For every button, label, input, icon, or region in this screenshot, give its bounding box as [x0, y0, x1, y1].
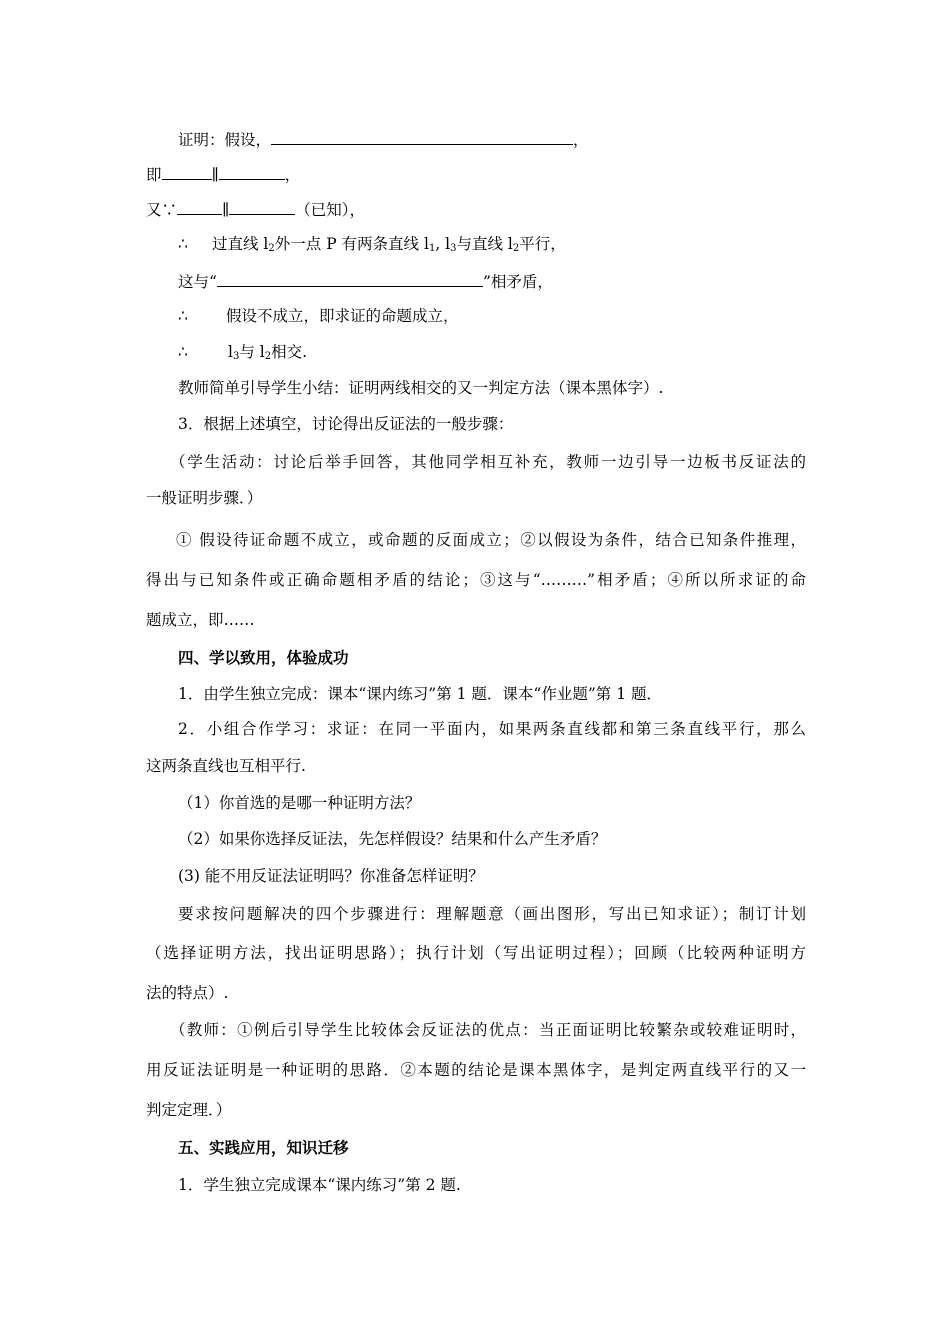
activity-line-1: （学生活动：讨论后举手回答，其他同学相互补充，教师一边引导一边板书反证法的 [170, 453, 806, 471]
proof-line-therefore-3: ∴ $l_3$与 $l_2$相交. [178, 343, 308, 362]
therefore-symbol: ∴ [178, 343, 188, 361]
proof-line-namely: 即 ∥ ， [146, 163, 806, 185]
proof-line-therefore-2: ∴ 假设不成立，即求证的命题成立， [178, 307, 459, 325]
summary-text: 教师简单引导学生小结：证明两线相交的又一判定方法（课本黑体字）. [178, 379, 664, 397]
fill-blank[interactable] [271, 128, 573, 145]
proof-line-also: 又∵ ∥ （已知）， [146, 198, 806, 220]
section5-item1: 1．学生独立完成课本“课内练习”第 2 题. [178, 1176, 461, 1194]
activity-line-2: 一般证明步骤．） [146, 489, 263, 507]
section4-heading: 四、学以致用，体验成功 [178, 649, 349, 667]
steps-line-3: 题成立，即…… [146, 611, 255, 629]
fill-blank[interactable] [217, 270, 483, 287]
steps-line-1: ① 假设待证命题不成立，或命题的反面成立；②以假设为条件，结合已知条件推理， [176, 531, 806, 549]
section4-item2-line2: 这两条直线也互相平行. [146, 757, 306, 775]
fill-blank[interactable] [229, 198, 295, 215]
step3-text: 3．根据上述填空，讨论得出反证法的一般步骤： [178, 415, 514, 433]
question-3: (3) 能不用反证法证明吗？你准备怎样证明？ [178, 867, 484, 885]
therefore-symbol: ∴ [178, 235, 188, 253]
steps-line-2: 得出与已知条件或正确命题相矛盾的结论；③这与“………”相矛盾；④所以所求证的命 [146, 571, 806, 589]
section5-heading: 五、实践应用，知识迁移 [178, 1139, 349, 1157]
section4-item2-line1: 2．小组合作学习：求证：在同一平面内，如果两条直线都和第三条直线平行，那么 [178, 720, 806, 738]
requirement-line-2: （选择证明方法，找出证明思路）；执行计划（写出证明过程）；回顾（比较两种证明方 [146, 944, 806, 962]
question-1: （1）你首选的是哪一种证明方法？ [178, 794, 421, 812]
proof-line-assume: 证明：假设， ， [178, 128, 806, 150]
therefore-symbol: ∴ [178, 307, 188, 325]
requirement-line-1: 要求按问题解决的四个步骤进行：理解题意（画出图形，写出已知求证）；制订计划 [178, 905, 806, 923]
fill-blank[interactable] [162, 163, 212, 180]
teacher-line-2: 用反证法证明是一种证明的思路．②本题的结论是课本黑体字，是判定两直线平行的又一 [146, 1061, 806, 1079]
teacher-line-1: （教师：①例后引导学生比较体会反证法的优点：当正面证明比较繁杂或较难证明时， [170, 1021, 806, 1039]
proof-line-contradiction: 这与“ ”相矛盾， [178, 270, 806, 292]
fill-blank[interactable] [219, 163, 285, 180]
fill-blank[interactable] [177, 198, 222, 215]
teacher-line-3: 判定定理．） [146, 1101, 232, 1119]
section4-item1: 1．由学生独立完成：课本“课内练习”第 1 题．课本“作业题”第 1 题． [178, 685, 662, 703]
proof-line-therefore-1: ∴ 过直线 $l_2$外一点 P 有两条直线 $l_1$, $l_3$与直线 $l_2$平行， [178, 235, 566, 254]
requirement-line-3: 法的特点）. [146, 984, 229, 1002]
question-2: （2）如果你选择反证法，先怎样假设？结果和什么产生矛盾？ [178, 830, 607, 848]
